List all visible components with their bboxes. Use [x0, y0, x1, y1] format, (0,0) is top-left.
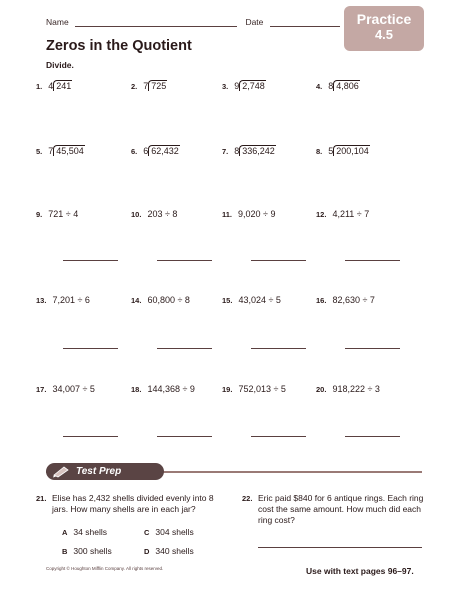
problem-13: 13. 7,201 ÷ 6	[36, 295, 90, 305]
divisor: 9	[234, 81, 240, 91]
dividend: 241	[53, 80, 72, 91]
dividend: 2,748	[239, 80, 266, 91]
problem-14: 14. 60,800 ÷ 8	[131, 295, 190, 305]
problem-9: 9. 721 ÷ 4	[36, 209, 79, 219]
test-prep-label: Test Prep	[76, 466, 122, 477]
answer-line-16[interactable]	[345, 348, 400, 349]
answer-line-11[interactable]	[251, 260, 306, 261]
problem-7: 7. 8 336,242	[222, 146, 275, 156]
answer-line-14[interactable]	[157, 348, 212, 349]
answer-line-13[interactable]	[63, 348, 118, 349]
expression: 203 ÷ 8	[147, 209, 178, 219]
problem-19: 19. 752,013 ÷ 5	[222, 384, 286, 394]
expression: 9,020 ÷ 9	[238, 209, 276, 219]
question-21-text: Elise has 2,432 shells divided evenly into 8 jars. How many shells are in each jar?	[52, 493, 214, 514]
answer-line-15[interactable]	[251, 348, 306, 349]
problem-12: 12. 4,211 ÷ 7	[316, 209, 370, 219]
name-field[interactable]	[75, 26, 237, 27]
dividend: 200,104	[333, 145, 370, 156]
date-label: Date	[245, 17, 264, 27]
name-date-row	[46, 17, 340, 27]
expression: 60,800 ÷ 8	[147, 295, 190, 305]
problem-4: 4. 8 4,806	[316, 81, 359, 91]
badge-lesson-number: 4.5	[374, 27, 394, 42]
problem-10: 10. 203 ÷ 8	[131, 209, 178, 219]
dividend: 725	[148, 80, 167, 91]
divisor: 6	[143, 146, 149, 156]
problem-5: 5. 7 45,504	[36, 146, 84, 156]
problem-15: 15. 43,024 ÷ 5	[222, 295, 281, 305]
option-a[interactable]: A 34 shells	[62, 527, 107, 537]
dividend: 336,242	[239, 145, 276, 156]
dividend: 4,806	[333, 80, 360, 91]
answer-line-12[interactable]	[345, 260, 400, 261]
expression: 752,013 ÷ 5	[238, 384, 286, 394]
divisor: 4	[48, 81, 54, 91]
pencil-icon	[52, 465, 70, 478]
expression: 34,007 ÷ 5	[52, 384, 95, 394]
expression: 918,222 ÷ 3	[332, 384, 380, 394]
answer-line-20[interactable]	[345, 436, 400, 437]
name-label: Name	[46, 17, 69, 27]
option-c[interactable]: C 304 shells	[144, 527, 194, 537]
badge-practice-label: Practice	[356, 11, 412, 27]
divisor: 7	[48, 146, 54, 156]
answer-line-22[interactable]	[258, 547, 422, 548]
question-22: 22. Eric paid $840 for 6 antique rings. Each ring cost the same amount. How much did each ring cost?	[242, 493, 428, 533]
problem-16: 16. 82,630 ÷ 7	[316, 295, 375, 305]
divisor: 7	[143, 81, 149, 91]
expression: 4,211 ÷ 7	[332, 209, 370, 219]
question-21: 21. Elise has 2,432 shells divided evenly into 8 jars. How many shells are in each jar?	[36, 493, 236, 533]
copyright: Copyright © Houghton Mifflin Company. All rights reserved.	[46, 566, 164, 571]
expression: 7,201 ÷ 6	[52, 295, 90, 305]
divisor: 8	[234, 146, 240, 156]
dividend: 62,432	[148, 145, 180, 156]
question-22-text: Eric paid $840 for 6 antique rings. Each ring cost the same amount. How much did each ring cost?	[258, 493, 424, 525]
page-title: Zeros in the Quotient	[46, 38, 192, 54]
problem-20: 20. 918,222 ÷ 3	[316, 384, 380, 394]
instructions: Divide.	[46, 60, 74, 70]
divisor: 8	[328, 81, 334, 91]
divisor: 5	[328, 146, 334, 156]
answer-line-18[interactable]	[157, 436, 212, 437]
expression: 721 ÷ 4	[48, 209, 79, 219]
problem-3: 3. 9 2,748	[222, 81, 265, 91]
option-b[interactable]: B 300 shells	[62, 546, 112, 556]
text-pages-note: Use with text pages 96–97.	[306, 566, 414, 576]
expression: 43,024 ÷ 5	[238, 295, 281, 305]
practice-badge	[344, 6, 424, 51]
problem-11: 11. 9,020 ÷ 9	[222, 209, 276, 219]
expression: 82,630 ÷ 7	[332, 295, 375, 305]
problem-18: 18. 144,368 ÷ 9	[131, 384, 195, 394]
problem-2: 2. 7 725	[131, 81, 167, 91]
problem-17: 17. 34,007 ÷ 5	[36, 384, 95, 394]
date-field[interactable]	[270, 26, 340, 27]
problem-6: 6. 6 62,432	[131, 146, 179, 156]
answer-line-17[interactable]	[63, 436, 118, 437]
answer-line-19[interactable]	[251, 436, 306, 437]
dividend: 45,504	[53, 145, 85, 156]
answer-line-10[interactable]	[157, 260, 212, 261]
expression: 144,368 ÷ 9	[147, 384, 195, 394]
problem-8: 8. 5 200,104	[316, 146, 369, 156]
problem-1: 1. 4 241	[36, 81, 72, 91]
option-d[interactable]: D 340 shells	[144, 546, 194, 556]
answer-line-9[interactable]	[63, 260, 118, 261]
